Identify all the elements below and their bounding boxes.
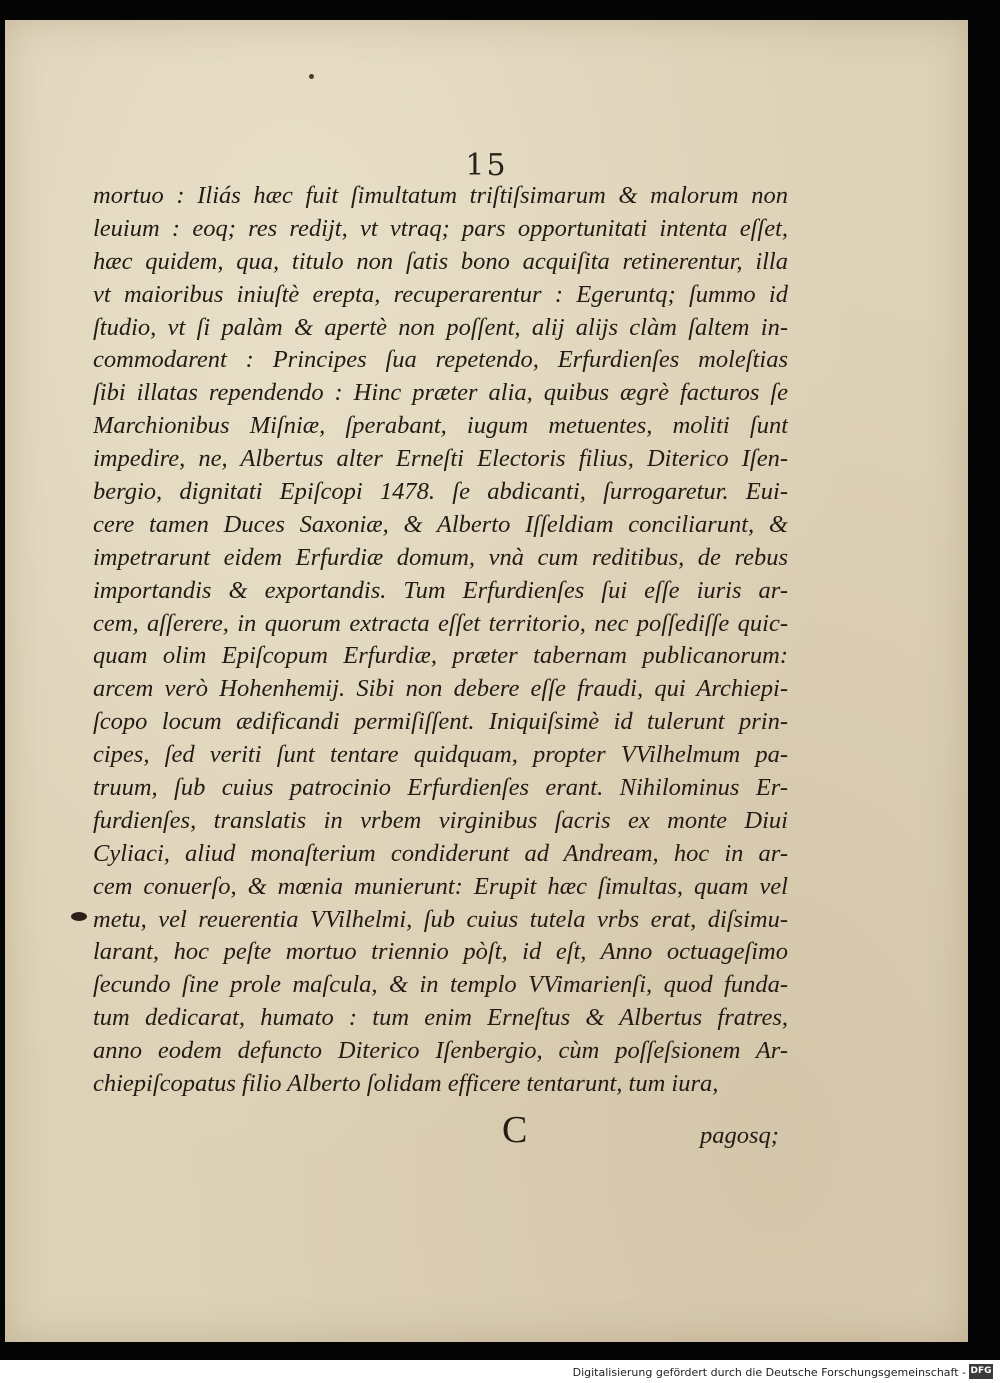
text-line: cem conuerſo, & mœnia munierunt: Erupit hæc ſimultas, quam vel — [93, 872, 788, 900]
text-line: ſecundo ſine prole maſcula, & in templo VVimarienſi, quod funda- — [93, 971, 788, 999]
text-line: importandis & exportandis. Tum Erfurdienſes ſui eſſe iuris ar- — [93, 576, 788, 604]
text-line: tum dedicarat, humato : tum enim Erneſtus & Albertus fratres, — [93, 1004, 788, 1032]
text-line: quam olim Epiſcopum Erfurdiæ, præter tabernam publicanorum: — [93, 642, 788, 670]
text-line: ſibi illatas rependendo : Hinc præter alia, quibus ægrè facturos ſe — [93, 379, 788, 407]
text-line: commodarent : Principes ſua repetendo, Erfurdienſes moleſtias — [93, 346, 788, 374]
text-line: vt maioribus iniuſtè erepta, recuperarentur : Egeruntq; ſummo id — [93, 280, 788, 308]
text-line: cere tamen Duces Saxoniæ, & Alberto Iſſeldiam conciliarunt, & — [93, 510, 788, 538]
book-page — [5, 20, 968, 1342]
text-line: hæc quidem, qua, titulo non ſatis bono acquiſita retinerentur, illa — [93, 247, 788, 275]
text-line: cipes, ſed veriti ſunt tentare quidquam, propter VVilhelmum pa- — [93, 741, 788, 769]
catchword: pagosq; — [700, 1122, 779, 1149]
text-block — [93, 180, 788, 1101]
text-line: Cyliaci, aliud monaſterium condiderunt ad Andream, hoc in ar- — [93, 839, 788, 867]
digitization-credit: Digitalisierung gefördert durch die Deutsche Forschungsgemeinschaft - — [572, 1366, 966, 1379]
text-line: bergio, dignitati Epiſcopi 1478. ſe abdicanti, ſurrogaretur. Eui- — [93, 478, 788, 506]
signature-mark: C — [502, 1109, 528, 1151]
text-line: arcem verò Hohenhemij. Sibi non debere eſſe fraudi, qui Archiepi- — [93, 675, 788, 703]
text-line: larant, hoc peſte mortuo triennio pòſt, id eſt, Anno octuageſimo — [93, 938, 788, 966]
text-line: chiepiſcopatus filio Alberto ſolidam efficere tentarunt, tum iura, — [93, 1070, 719, 1098]
text-line: truum, ſub cuius patrocinio Erfurdienſes erant. Nihilominus Er- — [93, 774, 788, 802]
text-line: cem, aſſerere, in quorum extracta eſſet territorio, nec poſſediſſe quic- — [93, 609, 788, 637]
text-line: impedire, ne, Albertus alter Erneſti Electoris filius, Diterico Iſen- — [93, 445, 788, 473]
text-line: Marchionibus Miſniæ, ſperabant, iugum metuentes, moliti ſunt — [93, 412, 788, 440]
text-line: mortuo : Iliás hæc fuit ſimultatum triſtiſsimarum & malorum non — [93, 182, 788, 209]
text-line: metu, vel reuerentia VVilhelmi, ſub cuius tutela vrbs erat, diſsimu- — [93, 905, 788, 933]
paper-spot — [309, 74, 314, 79]
text-line: impetrarunt eidem Erfurdiæ domum, vnà cum reditibus, de rebus — [93, 543, 788, 571]
text-line: ſtudio, vt ſi palàm & apertè non poſſent, alij alijs clàm ſaltem in- — [93, 313, 788, 341]
page-number: 15 — [465, 148, 508, 183]
text-line: ſcopo locum ædificandi permiſiſſent. Iniquiſsimè id tulerunt prin- — [93, 708, 788, 736]
ink-blot — [71, 912, 87, 921]
text-line: furdienſes, translatis in vrbem virginibus ſacris ex monte Diui — [93, 806, 788, 834]
text-line: anno eodem defuncto Diterico Iſenbergio, cùm poſſeſsionem Ar- — [93, 1037, 788, 1065]
dfg-logo: DFG — [969, 1364, 993, 1379]
text-line: leuium : eoq; res redijt, vt vtraq; pars opportunitati intenta eſſet, — [93, 214, 788, 242]
